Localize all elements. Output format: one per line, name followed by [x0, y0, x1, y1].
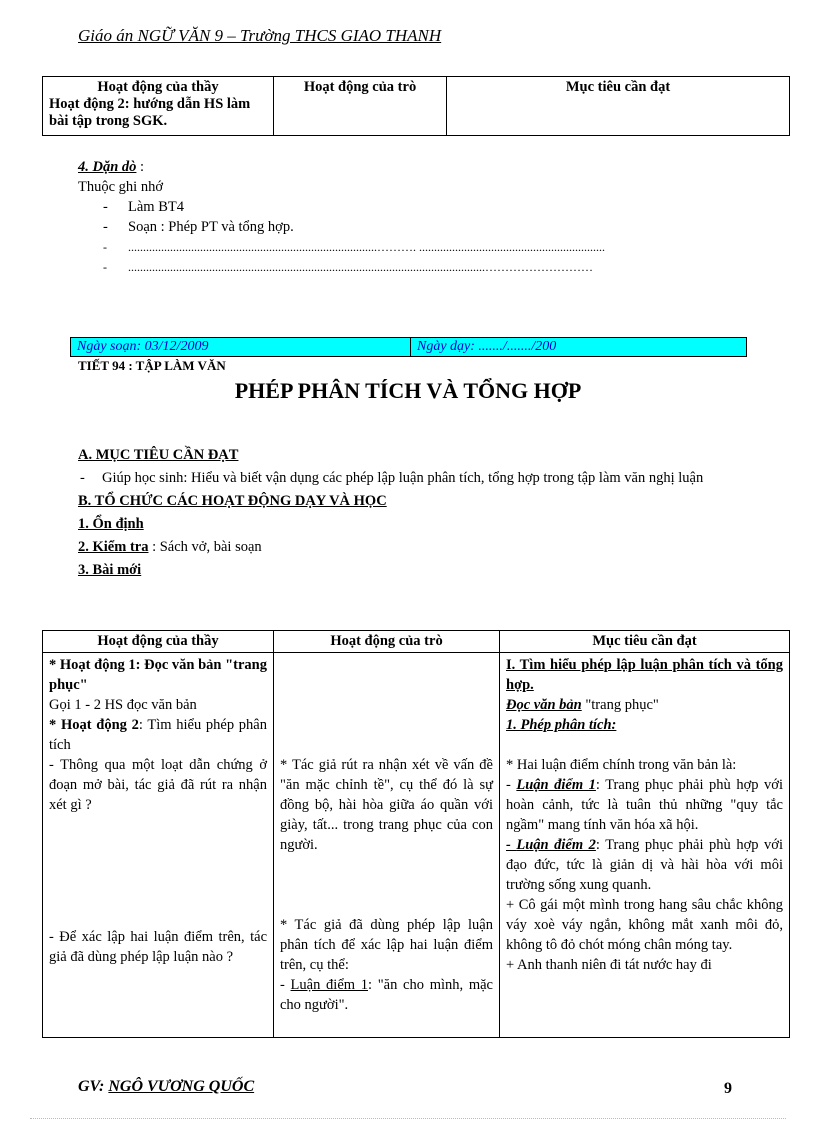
- date-bar: [70, 337, 747, 357]
- section-a-text: - Giúp học sinh: Hiểu và biết vận dụng các phép lập luận phân tích, tổng hợp trong tập làm văn nghị luận: [80, 470, 704, 486]
- dan-do-item: - Làm BT4: [78, 197, 605, 217]
- luan-diem-1: - Luận điểm 1: Trang phục phải phù hợp với hoàn cảnh, tức là tuân thủ những "quy tắc ngầm" mang tính văn hóa xã hội.: [506, 777, 783, 833]
- kiem-tra-text: : Sách vở, bài soạn: [148, 539, 262, 555]
- hd2-label: * Hoạt động 2: [49, 717, 139, 733]
- t2-header-muctieu: Mục tiêu cần đạt: [500, 631, 790, 653]
- activity-table-top: [42, 76, 790, 136]
- section-a-text-content: Giúp học sinh: Hiểu và biết vận dụng các phép lập luận phân tích, tổng hợp trong tập làm văn nghị luận: [102, 470, 704, 486]
- hd2: [49, 715, 267, 755]
- hd2-text: : Tìm hiểu phép phân tích: [49, 717, 267, 753]
- luan-diem-2: - Luận điểm 2: Trang phục phải phù hợp với đạo đức, tức là giản dị và hài hòa với môi trường sống xung quanh.: [506, 837, 783, 893]
- answer-3-text: : "ăn cho mình, mặc cho người".: [280, 977, 493, 1013]
- kiem-tra: [78, 536, 758, 559]
- point-1: + Cô gái một mình trong hang sâu chắc không váy xoè váy ngắn, không mắt xanh môi đỏ, không tô đỏ chót móng chân móng tay.: [506, 897, 783, 953]
- hai-luan-diem: * Hai luận điểm chính trong văn bản là:: [506, 757, 737, 773]
- ld2-label: Luận điểm 2: [516, 837, 596, 853]
- ld2-text: : Trang phục phải phù hợp với đạo đức, tức là giản dị và hài hòa với môi trường sống xung quanh.: [506, 837, 783, 893]
- answer-3: - Luận điểm 1: "ăn cho mình, mặc cho người".: [280, 977, 493, 1013]
- goi-hs: Gọi 1 - 2 HS đọc văn bản: [49, 697, 197, 713]
- ld1-label: Luận điểm 1: [516, 777, 596, 793]
- section-a-heading: A. MỤC TIÊU CẦN ĐẠT: [78, 447, 239, 463]
- muc-I: I. Tìm hiểu phép lập luận phân tích và tổng hợp.: [506, 657, 783, 693]
- question-1: - Thông qua một loạt dẫn chứng ở đoạn mở bài, tác giả đã rút ra nhận xét gì ?: [49, 757, 267, 813]
- kiem-tra-label: 2. Kiểm tra: [78, 539, 149, 555]
- question-2: - Để xác lập hai luận điểm trên, tác giả đã dùng phép lập luận nào ?: [49, 929, 267, 965]
- dan-do-item: - .......................................................................................................................………………………: [78, 257, 605, 277]
- section-b-heading: B. TỔ CHỨC CÁC HOẠT ĐỘNG DẠY VÀ HỌC: [78, 493, 387, 509]
- hd1: * Hoạt động 1: Đọc văn bản "trang phục": [49, 657, 267, 693]
- t2-col-muctieu: [500, 653, 790, 1038]
- dan-do-section: [78, 157, 605, 277]
- t2-header-tro: Hoạt động của trò: [274, 631, 500, 653]
- t2-col-tro: [274, 653, 500, 1038]
- on-dinh: 1. Ổn định: [78, 516, 144, 532]
- t1-col2: Hoạt động của trò: [274, 77, 447, 136]
- objectives-section: [78, 444, 758, 582]
- point-2: + Anh thanh niên đi tát nước hay đi: [506, 957, 712, 973]
- answer-3-label: Luận điểm 1: [290, 977, 368, 993]
- lesson-number: TIẾT 94 : TẬP LÀM VĂN: [78, 358, 226, 373]
- t1-col1: [43, 77, 274, 136]
- dan-do-title: 4. Dặn dò: [78, 159, 137, 175]
- phep-phan-tich: 1. Phép phân tích:: [506, 717, 617, 733]
- dan-do-colon: :: [136, 159, 145, 175]
- gv-label: GV:: [78, 1078, 109, 1095]
- dan-do-item: - Soạn : Phép PT và tổng hợp.: [78, 217, 605, 237]
- t1-col3: Mục tiêu cần đạt: [447, 77, 790, 136]
- doc-text: "trang phục": [581, 697, 659, 713]
- activity-table-main: [42, 630, 790, 1038]
- doc-label: Đọc văn bản: [506, 697, 582, 713]
- page-header: Giáo án NGỮ VĂN 9 – Trường THCS GIAO THANH: [78, 26, 442, 45]
- page-divider: [30, 1118, 786, 1119]
- teacher-footer: [78, 1078, 254, 1096]
- t1-col1-line1: Hoạt động của thầy: [97, 79, 219, 95]
- ngay-soan: Ngày soạn: 03/12/2009: [71, 338, 411, 356]
- page-number: 9: [724, 1080, 732, 1097]
- gv-name: NGÔ VƯƠNG QUỐC: [108, 1078, 255, 1095]
- t2-col-thay: [43, 653, 274, 1038]
- dan-do-item: - ...................................................................................………. ..............................................................: [78, 237, 605, 257]
- answer-1: * Tác giả rút ra nhận xét về vấn đề "ăn mặc chỉnh tề", cụ thể đó là sự đồng bộ, hài hòa giữa áo quần với giày, tất... trong trang phục của con người.: [280, 757, 493, 853]
- answer-2: * Tác giả đã dùng phép lập luận phân tích để xác lập hai luận điểm trên, cụ thể:: [280, 917, 493, 973]
- t2-header-thay: Hoạt động của thầy: [43, 631, 274, 653]
- bai-moi: 3. Bài mới: [78, 562, 142, 578]
- doc-van-ban: [506, 695, 783, 715]
- page-title: PHÉP PHÂN TÍCH VÀ TỔNG HỢP: [234, 378, 582, 403]
- t1-col1-line2: Hoạt động 2: hướng dẫn HS làm bài tập trong SGK.: [49, 96, 251, 129]
- dan-do-intro: Thuộc ghi nhớ: [78, 179, 163, 195]
- ld1-text: : Trang phục phải phù hợp với hoàn cảnh, tức là tuân thủ những "quy tắc ngầm" mang tính văn hóa xã hội.: [506, 777, 783, 833]
- ngay-day: Ngày dạy: ......./......./200: [417, 339, 557, 354]
